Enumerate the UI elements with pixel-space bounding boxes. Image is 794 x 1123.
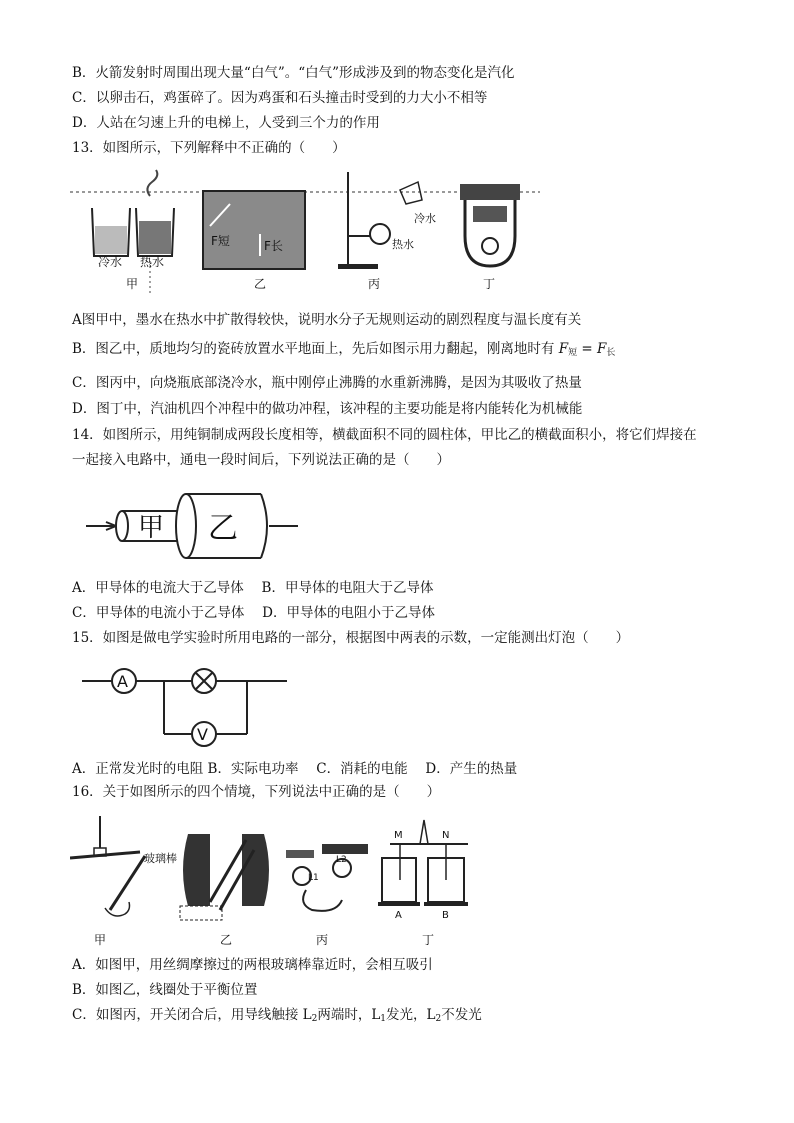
q12-option-c: C．以卵击石，鸡蛋碎了。因为鸡蛋和石头撞击时受到的力大小不相等 (72, 90, 488, 106)
q14-conductor-figure (86, 486, 316, 566)
q13-option-a: A图甲中，墨水在热水中扩散得较快，说明水分子无规则运动的剧烈程度与温长度有关 (72, 312, 582, 328)
fig13-label-jia: 甲 (126, 277, 139, 291)
q16-option-a: A．如图甲，用丝绸摩擦过的两根玻璃棒靠近时，会相互吸引 (72, 957, 433, 973)
conductor-yi-label: 乙 (208, 511, 238, 546)
q16-option-b: B．如图乙，线圈处于平衡位置 (72, 982, 258, 998)
hot-water-flask-label: 热水 (392, 238, 414, 251)
fig13-label-ding: 丁 (483, 277, 496, 291)
point-m-label: M (394, 830, 403, 841)
q15-options: A．正常发光时的电阻 B．实际电功率 C．消耗的电能 D．产生的热量 (72, 761, 518, 777)
q12-option-b: B．火箭发射时周围出现大量“白气”。“白气”形成涉及到的物态变化是汽化 (72, 65, 515, 81)
fig16-label-yi: 乙 (220, 933, 233, 947)
q13-stem: 13．如图所示，下列解释中不正确的（ ） (72, 140, 346, 156)
glass-rod-label: 玻璃棒 (144, 852, 177, 865)
point-n-label: N (442, 830, 450, 841)
beaker-a-label: A (395, 910, 402, 921)
hot-water-label: 热水 (140, 255, 165, 269)
beaker-b-label: B (442, 910, 449, 921)
beakers-mn-drawing (378, 820, 468, 906)
q16-option-c: C．如图丙，开关闭合后，用导线触接 $L_2$两端时，$L_1$发光，$L_2$不发光 (72, 1007, 482, 1024)
q12-option-d: D．人站在匀速上升的电梯上，人受到三个力的作用 (72, 115, 380, 131)
glass-rods-drawing (70, 816, 145, 916)
q14-stem-line2: 一起接入电路中，通电一段时间后，下列说法正确的是（ ） (72, 452, 450, 468)
fig13-label-bing: 丙 (368, 277, 381, 291)
f-short-label: F短 (211, 234, 230, 248)
q14-options-cd: C．甲导体的电流小于乙导体 D．甲导体的电阻小于乙导体 (72, 605, 435, 621)
q16-figure (70, 810, 470, 950)
q15-circuit-figure (82, 664, 292, 750)
ammeter-label: A (117, 672, 128, 691)
bulb-circuit-drawing (286, 844, 368, 911)
q14-stem-line1: 14．如图所示，用纯铜制成两段长度相等，横截面积不同的圆柱体，甲比乙的横截面积小，将它们焊接在 (72, 427, 697, 443)
flask-stand-drawing (338, 172, 422, 269)
cold-water-label: 冷水 (98, 255, 123, 269)
fig13-label-yi: 乙 (254, 277, 267, 291)
tile-drawing (203, 191, 305, 269)
f-long-label: F长 (264, 239, 283, 253)
bulb-l2-label: L2 (336, 855, 347, 865)
engine-drawing (460, 184, 520, 266)
motor-coil-drawing (180, 834, 269, 920)
fig16-label-jia: 甲 (94, 933, 107, 947)
fig16-label-ding: 丁 (422, 933, 435, 947)
q14-options-ab: A．甲导体的电流大于乙导体 B．甲导体的电阻大于乙导体 (72, 580, 434, 596)
q15-stem: 15．如图是做电学实验时所用电路的一部分，根据图中两表的示数，一定能测出灯泡（ ） (72, 630, 630, 646)
voltmeter-label: V (197, 725, 208, 744)
q13-option-b: B．图乙中，质地均匀的瓷砖放置水平地面上，先后如图示用力翻起，刚离地时有 $F_短 = F_长$ (72, 341, 616, 358)
conductor-jia-label: 甲 (138, 513, 165, 543)
fig16-label-bing: 丙 (316, 933, 329, 947)
q16-stem: 16．关于如图所示的四个情境，下列说法中正确的是（ ） (72, 784, 441, 800)
q13-option-c: C．图丙中，向烧瓶底部浇冷水，瓶中刚停止沸腾的水重新沸腾，是因为其吸收了热量 (72, 375, 582, 391)
q13-figure (70, 166, 540, 296)
q13-option-d: D．图丁中，汽油机四个冲程中的做功冲程，该冲程的主要功能是将内能转化为机械能 (72, 401, 583, 417)
cold-water-pour-label: 冷水 (414, 212, 436, 225)
bulb-l1-label: L1 (308, 873, 319, 883)
